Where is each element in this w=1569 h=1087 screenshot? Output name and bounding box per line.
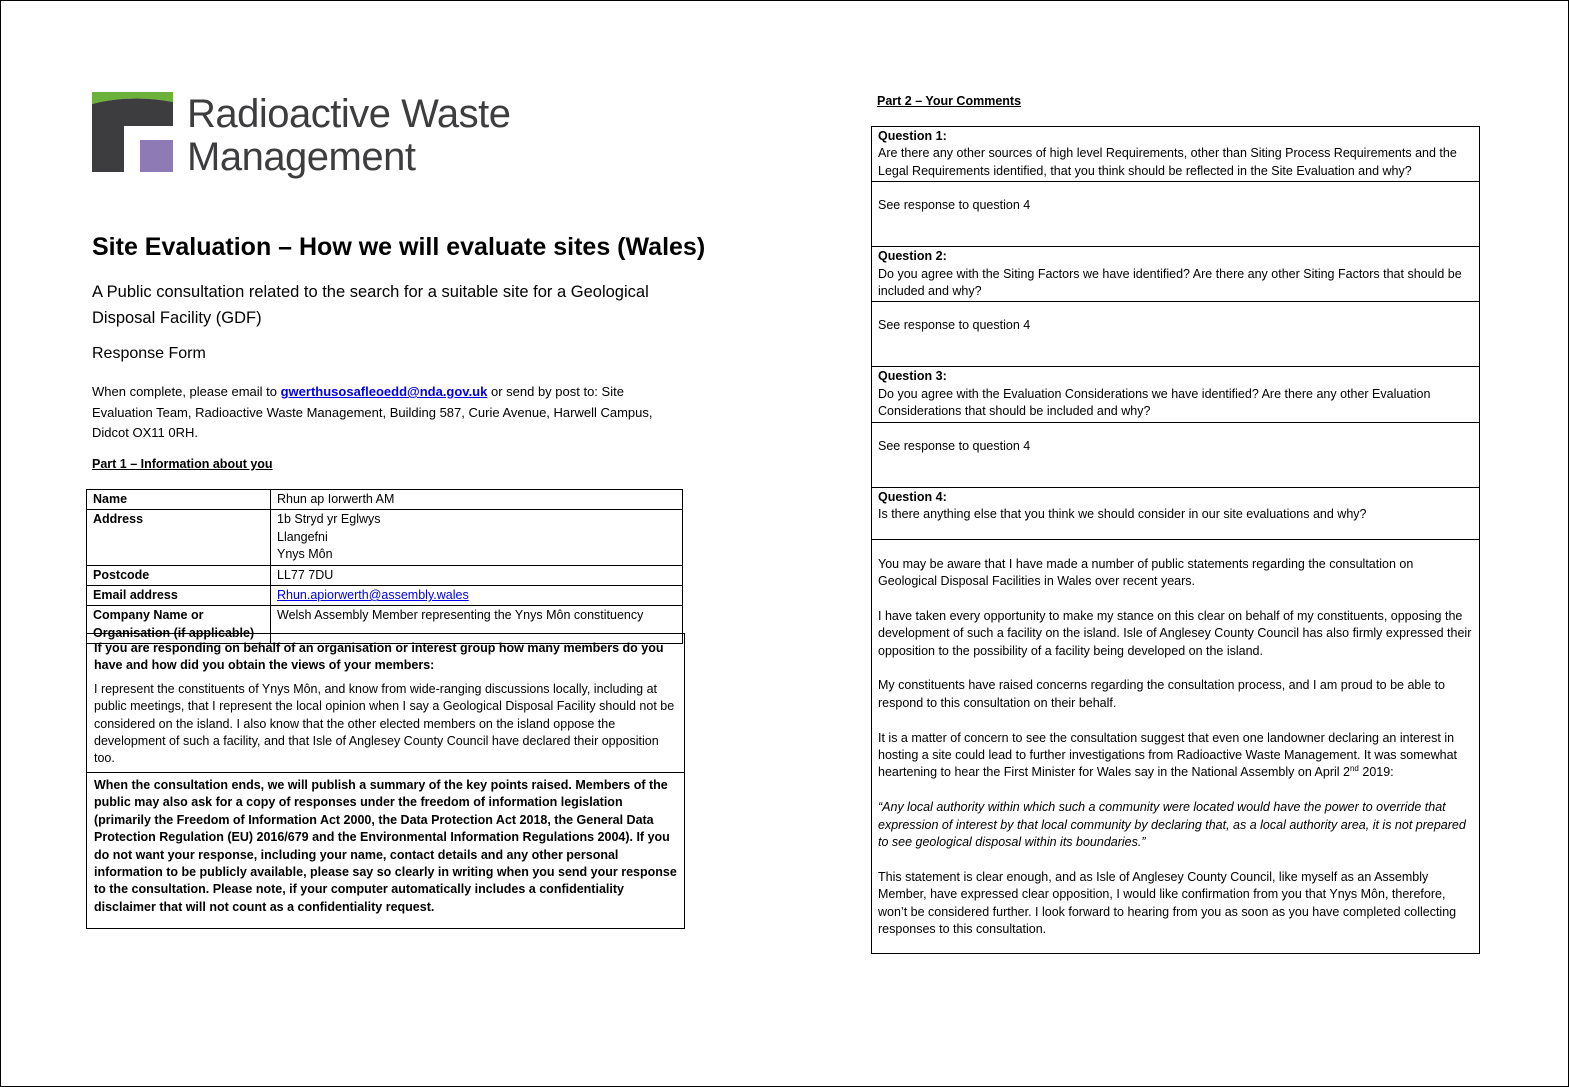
logo-line-1: Radioactive Waste <box>187 92 511 136</box>
part2-heading: Part 2 – Your Comments <box>877 94 1022 108</box>
submission-instructions <box>92 382 677 444</box>
respondent-email-link[interactable]: Rhun.apiorwerth@assembly.wales <box>277 588 469 603</box>
question-label: Question 3: <box>878 369 947 384</box>
answer-paragraph: My constituents have raised concerns regarding the consultation process, and I am proud to be able to respond to this consultation on their behalf. <box>878 678 1445 710</box>
address-value <box>271 510 683 565</box>
question-text: Is there anything else that you think we should consider in our site evaluations and why? <box>878 507 1367 522</box>
question-2 <box>872 247 1480 302</box>
rwm-logo-icon <box>92 92 173 172</box>
table-row <box>87 565 683 585</box>
paragraph-text: It is a matter of concern to see the consultation suggest that even one landowner declaring an interest in hosting a site could lead to further investigations from Radioactive Waste Management. It was somewhat heartening to hear the First Minister for Wales say in the National Assembly on April 2 <box>878 730 1457 780</box>
answer-row <box>872 182 1480 247</box>
answer-4 <box>872 539 1480 953</box>
address-label: Address <box>87 510 271 565</box>
answer-paragraph <box>878 730 1473 782</box>
part1-heading: Part 1 – Information about you <box>92 457 273 471</box>
question-row <box>872 127 1480 182</box>
question-3 <box>872 367 1480 422</box>
question-row <box>872 247 1480 302</box>
answer-row <box>872 302 1480 367</box>
response-form-label: Response Form <box>92 345 206 362</box>
consultation-email-link[interactable]: gwerthusosafleoedd@nda.gov.uk <box>280 384 488 399</box>
question-label: Question 2: <box>878 249 947 264</box>
answer-paragraph: You may be aware that I have made a number of public statements regarding the consultation on Geological Disposal Facilities in Wales over recent years. <box>878 556 1414 589</box>
instructions-text-after: or send by post to: Site Evaluation Team, Radioactive Waste Management, Building 587, Curie Avenue, Harwell Campus, Didcot OX11 0RH. <box>92 384 653 440</box>
question-label: Question 1: <box>878 129 947 143</box>
table-row <box>87 510 683 565</box>
page-left <box>92 92 706 914</box>
email-value <box>271 586 683 606</box>
answer-paragraph: I have taken every opportunity to make my stance on this clear on behalf of my constituents, opposing the development of such a facility on the island. Isle of Anglesey County Council has also firmly expressed their opposition to the possibility of a facility being developed on the island. <box>878 608 1472 658</box>
question-text: Do you agree with the Siting Factors we have identified? Are there any other Siting Factors that should be included and why? <box>878 266 1462 299</box>
company-label: Company Name or Organisation (if applicable) <box>87 606 271 644</box>
logo <box>92 92 532 182</box>
members-question: If you are responding on behalf of an organisation or interest group how many members do you have and how did you obtain the views of your members: <box>94 641 664 673</box>
table-row <box>87 490 683 510</box>
question-4 <box>872 487 1480 539</box>
question-row <box>872 487 1480 539</box>
table-row <box>87 586 683 606</box>
address-line: 1b Stryd yr Eglwys <box>277 512 381 527</box>
members-section <box>86 633 685 773</box>
name-value: Rhun ap Iorwerth AM <box>271 490 683 510</box>
question-text: Do you agree with the Evaluation Considerations we have identified? Are there any other Evaluation Considerations that should be included and why? <box>878 386 1431 419</box>
paragraph-text: 2019: <box>1358 765 1394 780</box>
answer-2: See response to question 4 <box>872 302 1480 367</box>
document-subtitle: A Public consultation related to the search for a suitable site for a Geological Disposal Facility (GDF) <box>92 283 649 327</box>
email-label: Email address <box>87 586 271 606</box>
personal-info-table <box>86 489 683 644</box>
question-row <box>872 367 1480 422</box>
address-line: Llangefni <box>277 529 328 544</box>
answer-row <box>872 539 1480 953</box>
question-text: Are there any other sources of high level Requirements, other than Siting Process Requirements and the Legal Requirements identified, that you think should be reflected in the Site Evaluation and why? <box>878 146 1457 178</box>
question-1 <box>872 127 1480 182</box>
instructions-text-before: When complete, please email to <box>92 384 281 399</box>
comments-table <box>871 126 1480 954</box>
logo-line-2: Management <box>187 135 416 179</box>
answer-row <box>872 422 1480 487</box>
answer-paragraph: This statement is clear enough, and as Isle of Anglesey County Council, like myself as an Assembly Member, have expressed clear opposition, I would like confirmation from you that Ynys Môn, therefore, won’t be considered further. I look forward to hearing from you as soon as you have completed collecting responses to this consultation. <box>878 869 1457 937</box>
answer-1: See response to question 4 <box>872 182 1480 247</box>
company-value: Welsh Assembly Member representing the Ynys Môn constituency <box>271 606 683 644</box>
question-label: Question 4: <box>878 489 947 504</box>
postcode-value: LL77 7DU <box>271 565 683 585</box>
address-line: Ynys Môn <box>277 547 333 562</box>
answer-3: See response to question 4 <box>872 422 1480 487</box>
document-title: Site Evaluation – How we will evaluate sites (Wales) <box>92 233 706 261</box>
name-label: Name <box>87 490 271 510</box>
logo-wordmark <box>187 93 511 179</box>
postcode-label: Postcode <box>87 565 271 585</box>
members-answer: I represent the constituents of Ynys Môn, and know from wide-ranging discussions locally, including at public meetings, that I represent the local opinion when I say a Geological Disposal Facility should not be considered on the island. I also know that the other elected members on the island oppose the development of such a facility, and that Isle of Anglesey County Council have declared their opposition too. <box>94 681 675 766</box>
confidentiality-notice: When the consultation ends, we will publish a summary of the key points raised. Members of the public may also ask for a copy of responses under the freedom of information legislation (primarily the Freedom of Information Act 2000, the Data Protection Act 2018, the General Data Protection Regulation (EU) 2016/679 and the Environmental Information Regulations 2004). If you do not want your response, including your name, contact details and any other personal information to be publicly available, please say so clearly in writing when you send your response to the consultation. Please note, if your computer automatically includes a confidentiality disclaimer that will not count as a confidentiality request. <box>86 771 685 929</box>
ordinal-suffix: nd <box>1349 764 1359 774</box>
first-minister-quote: “Any local authority within which such a community were located would have the power to override that expression of interest by that local community by declaring that, as a local authority area, it is not prepared to see geological disposal within its boundaries.” <box>878 800 1466 850</box>
